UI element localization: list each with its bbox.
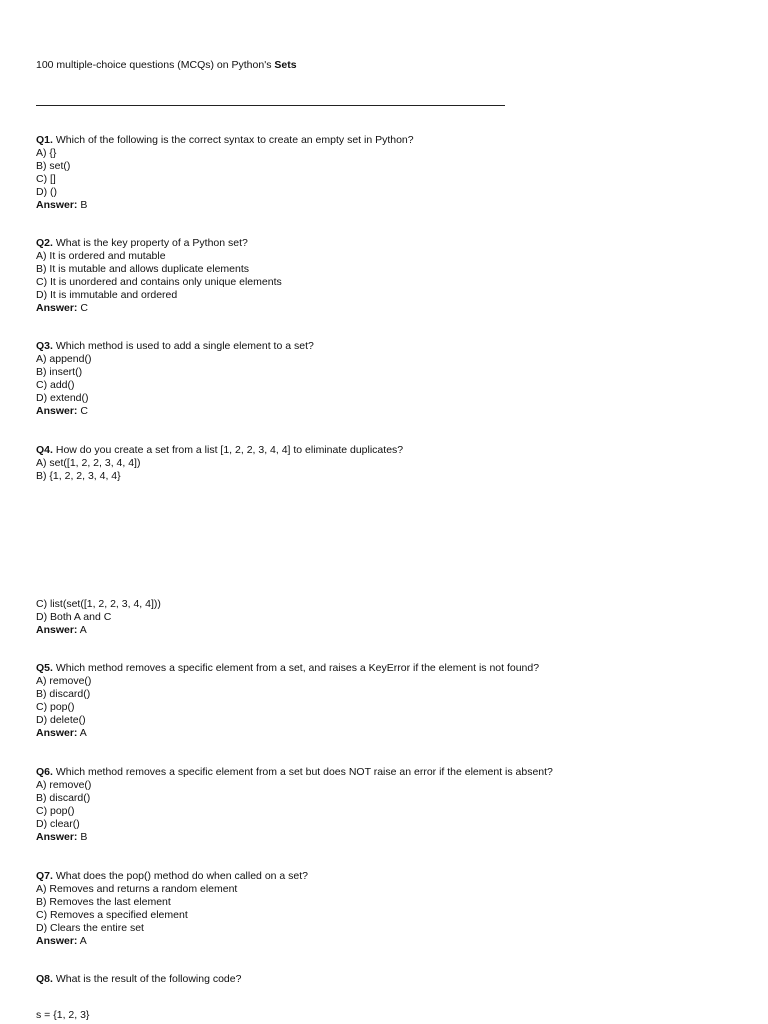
answer-label: Answer: bbox=[36, 623, 78, 636]
question-number: Q4. bbox=[36, 444, 53, 456]
option-c: C) It is unordered and contains only unique elements bbox=[36, 275, 282, 288]
option-c: C) add() bbox=[36, 378, 75, 391]
question-number: Q5. bbox=[36, 662, 53, 674]
question-text bbox=[36, 662, 539, 675]
answer-value: B bbox=[77, 198, 88, 211]
option-b: B) insert() bbox=[36, 365, 83, 378]
question-number: Q7. bbox=[36, 870, 53, 882]
question-1 bbox=[36, 134, 414, 211]
answer-label: Answer: bbox=[36, 934, 78, 947]
option-a: A) append() bbox=[36, 352, 92, 365]
option-a: A) It is ordered and mutable bbox=[36, 249, 166, 262]
option-a: A) set([1, 2, 2, 3, 4, 4]) bbox=[36, 456, 141, 469]
option-a: A) remove() bbox=[36, 778, 92, 791]
option-d: D) () bbox=[36, 185, 57, 198]
question-stem: Which of the following is the correct syntax to create an empty set in Python? bbox=[52, 134, 414, 146]
question-text bbox=[36, 340, 314, 353]
answer-line bbox=[36, 624, 161, 637]
question-number: Q6. bbox=[36, 766, 53, 778]
question-text bbox=[36, 870, 308, 883]
option-b: B) discard() bbox=[36, 791, 91, 804]
answer-value: C bbox=[77, 404, 88, 417]
option-c: C) Removes a specified element bbox=[36, 908, 188, 921]
option-b: B) set() bbox=[36, 159, 71, 172]
question-4-continued bbox=[36, 598, 161, 637]
question-stem: What is the result of the following code? bbox=[52, 973, 242, 985]
answer-line bbox=[36, 302, 282, 315]
answer-label: Answer: bbox=[36, 726, 78, 739]
option-a: A) remove() bbox=[36, 674, 92, 687]
question-stem: What is the key property of a Python set? bbox=[52, 237, 248, 249]
option-a: A) Removes and returns a random element bbox=[36, 882, 238, 895]
question-stem: What does the pop() method do when called on a set? bbox=[52, 870, 309, 882]
question-text bbox=[36, 766, 553, 779]
option-b: B) {1, 2, 2, 3, 4, 4} bbox=[36, 469, 121, 482]
question-4 bbox=[36, 444, 403, 483]
answer-line bbox=[36, 199, 414, 212]
option-b: B) It is mutable and allows duplicate elements bbox=[36, 262, 250, 275]
option-d: D) extend() bbox=[36, 391, 89, 404]
option-c: C) list(set([1, 2, 2, 3, 4, 4])) bbox=[36, 598, 161, 610]
question-stem: Which method is used to add a single element to a set? bbox=[52, 340, 314, 352]
question-text bbox=[36, 973, 241, 986]
answer-value: B bbox=[77, 830, 88, 843]
question-3 bbox=[36, 340, 314, 417]
horizontal-rule bbox=[36, 105, 505, 106]
question-number: Q1. bbox=[36, 134, 53, 146]
question-5 bbox=[36, 662, 539, 739]
option-d: D) It is immutable and ordered bbox=[36, 288, 178, 301]
question-stem: How do you create a set from a list [1, 2, 2, 3, 4, 4] to eliminate duplicates? bbox=[52, 444, 404, 456]
question-number: Q3. bbox=[36, 340, 53, 352]
question-text bbox=[36, 134, 414, 147]
code-line: s = {1, 2, 3} bbox=[36, 1009, 90, 1021]
option-b: B) Removes the last element bbox=[36, 895, 171, 908]
question-8 bbox=[36, 973, 241, 986]
option-a: A) {} bbox=[36, 146, 57, 159]
question-text bbox=[36, 237, 282, 250]
option-b: B) discard() bbox=[36, 687, 91, 700]
document-intro bbox=[36, 59, 297, 72]
answer-line bbox=[36, 727, 539, 740]
option-d: D) Both A and C bbox=[36, 610, 112, 623]
question-number: Q8. bbox=[36, 973, 53, 985]
answer-line bbox=[36, 935, 308, 948]
answer-label: Answer: bbox=[36, 830, 78, 843]
answer-label: Answer: bbox=[36, 301, 78, 314]
option-c: C) [] bbox=[36, 172, 56, 185]
question-stem: Which method removes a specific element from a set, and raises a KeyError if the element is not found? bbox=[52, 662, 540, 674]
answer-label: Answer: bbox=[36, 404, 78, 417]
answer-line bbox=[36, 831, 553, 844]
question-stem: Which method removes a specific element from a set but does NOT raise an error if the element is absent? bbox=[52, 766, 553, 778]
answer-value: C bbox=[77, 301, 88, 314]
option-c: C) pop() bbox=[36, 804, 75, 817]
answer-value: A bbox=[77, 726, 87, 739]
question-text bbox=[36, 444, 403, 457]
answer-label: Answer: bbox=[36, 198, 78, 211]
answer-value: A bbox=[77, 934, 87, 947]
question-number: Q2. bbox=[36, 237, 53, 249]
option-d: D) Clears the entire set bbox=[36, 921, 144, 934]
option-d: D) clear() bbox=[36, 817, 80, 830]
question-6 bbox=[36, 766, 553, 843]
option-c: C) pop() bbox=[36, 700, 75, 713]
option-d: D) delete() bbox=[36, 713, 86, 726]
question-2 bbox=[36, 237, 282, 314]
answer-value: A bbox=[77, 623, 87, 636]
intro-text: 100 multiple-choice questions (MCQs) on Python's bbox=[36, 59, 275, 71]
question-7 bbox=[36, 870, 308, 947]
intro-bold: Sets bbox=[274, 59, 297, 71]
answer-line bbox=[36, 405, 314, 418]
